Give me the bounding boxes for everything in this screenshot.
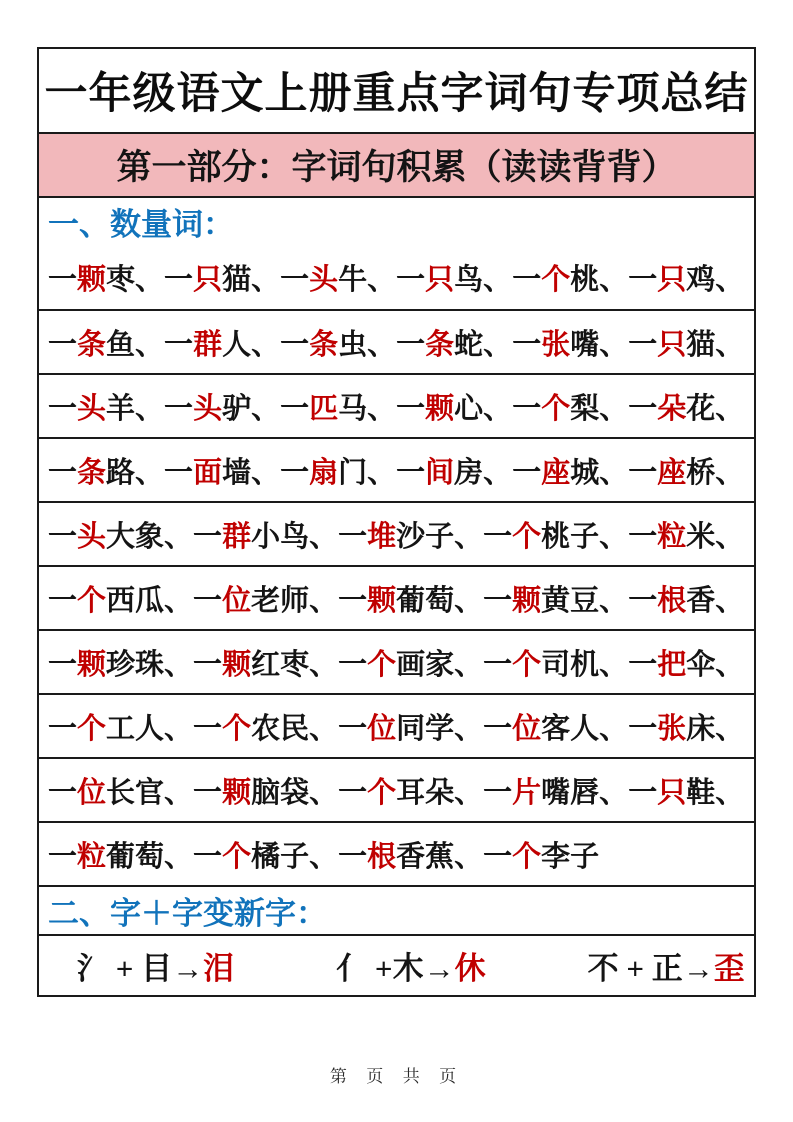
measure-word-row [39,373,754,437]
numeral-text: 一 [193,520,223,553]
noun-text: 桥、 [686,456,745,489]
noun-text: 农民、 [251,712,339,745]
measure-word-highlight: 个 [367,776,397,809]
noun-text: 梨、 [570,392,629,425]
section1-heading-row [39,196,754,245]
noun-text: 沙子、 [396,520,484,553]
numeral-text: 一 [628,520,658,553]
numeral-text: 一 [338,648,368,681]
measure-word-highlight: 匹 [309,392,339,425]
noun-text: 长官、 [106,776,194,809]
noun-text: 鸟、 [454,263,513,296]
noun-text: 伞、 [686,648,745,681]
measure-word-row [39,437,754,501]
page-footer: 第 页 共 页 [329,1067,464,1087]
noun-text: 桃、 [570,263,629,296]
measure-word-highlight: 颗 [367,584,397,617]
measure-word-highlight: 粒 [77,840,107,873]
numeral-text: 一 [628,712,658,745]
numeral-text: 一 [628,584,658,617]
measure-word-highlight: 个 [77,712,107,745]
measure-word-highlight: 位 [77,776,107,809]
noun-text: 画家、 [396,648,484,681]
numeral-text: 一 [193,840,223,873]
measure-word-highlight: 颗 [512,584,542,617]
measure-word-highlight: 个 [512,648,542,681]
numeral-text: 一 [512,456,542,489]
numeral-text: 一 [483,584,513,617]
numeral-text: 一 [338,776,368,809]
noun-text: 心、 [454,392,513,425]
noun-text: 红枣、 [251,648,339,681]
noun-text: 猫、 [686,328,745,361]
noun-text: 耳朵、 [396,776,484,809]
measure-word-highlight: 只 [425,263,455,296]
combo-result-highlight: 歪 [713,951,745,986]
noun-text: 葡萄、 [106,840,194,873]
noun-text: 葡萄、 [396,584,484,617]
measure-word-highlight: 头 [77,392,107,425]
noun-text: 李子 [541,840,600,873]
numeral-text: 一 [48,712,78,745]
noun-text: 同学、 [396,712,484,745]
measure-word-highlight: 粒 [657,520,687,553]
measure-word-rows [39,245,754,885]
noun-text: 黄豆、 [541,584,629,617]
numeral-text: 一 [193,584,223,617]
noun-text: 司机、 [541,648,629,681]
measure-word-highlight: 座 [541,456,571,489]
noun-text: 客人、 [541,712,629,745]
measure-word-highlight: 片 [512,776,542,809]
measure-word-highlight: 位 [512,712,542,745]
measure-word-row [39,309,754,373]
noun-text: 床、 [686,712,745,745]
noun-text: 嘴、 [570,328,629,361]
measure-word-highlight: 位 [367,712,397,745]
numeral-text: 一 [48,263,78,296]
character-combo [77,943,234,988]
measure-word-row [39,693,754,757]
numeral-text: 一 [628,328,658,361]
character-combo-row [39,934,754,995]
measure-word-highlight: 位 [222,584,252,617]
measure-word-highlight: 条 [77,328,107,361]
noun-text: 虫、 [338,328,397,361]
measure-word-highlight: 条 [425,328,455,361]
measure-word-highlight: 颗 [425,392,455,425]
measure-word-highlight: 头 [193,392,223,425]
noun-text: 珍珠、 [106,648,194,681]
title-row [39,49,754,132]
measure-word-row [39,501,754,565]
numeral-text: 一 [280,328,310,361]
numeral-text: 一 [512,392,542,425]
numeral-text: 一 [512,328,542,361]
measure-word-highlight: 个 [512,520,542,553]
noun-text: 驴、 [222,392,281,425]
measure-word-highlight: 座 [657,456,687,489]
noun-text: 橘子、 [251,840,339,873]
measure-word-highlight: 面 [193,456,223,489]
numeral-text: 一 [338,520,368,553]
numeral-text: 一 [193,776,223,809]
noun-text: 猫、 [222,263,281,296]
numeral-text: 一 [280,392,310,425]
measure-word-highlight: 张 [541,328,571,361]
numeral-text: 一 [48,584,78,617]
numeral-text: 一 [483,520,513,553]
combo-expression: 亻 +木→ [336,951,455,986]
noun-text: 墙、 [222,456,281,489]
worksheet-table [37,47,756,997]
numeral-text: 一 [338,712,368,745]
measure-word-highlight: 个 [222,840,252,873]
measure-word-row [39,245,754,309]
numeral-text: 一 [48,648,78,681]
part-banner-text: 第一部分：字词句积累（读读背背） [116,148,677,187]
measure-word-highlight: 间 [425,456,455,489]
numeral-text: 一 [396,392,426,425]
numeral-text: 一 [396,456,426,489]
noun-text: 城、 [570,456,629,489]
numeral-text: 一 [48,392,78,425]
combo-result-highlight: 泪 [203,951,235,986]
noun-text: 鸡、 [686,263,745,296]
numeral-text: 一 [483,840,513,873]
measure-word-highlight: 个 [367,648,397,681]
numeral-text: 一 [628,392,658,425]
measure-word-highlight: 条 [309,328,339,361]
section2-heading-row [39,885,754,934]
noun-text: 大象、 [106,520,194,553]
measure-word-row [39,629,754,693]
combo-expression: 氵 + 目→ [77,951,204,986]
measure-word-highlight: 个 [512,840,542,873]
numeral-text: 一 [48,840,78,873]
part-banner [39,132,754,196]
numeral-text: 一 [48,328,78,361]
measure-word-highlight: 把 [657,648,687,681]
measure-word-highlight: 朵 [657,392,687,425]
section2-heading: 二、字＋字变新字： [48,896,327,931]
character-combo [336,943,485,988]
noun-text: 小鸟、 [251,520,339,553]
measure-word-highlight: 只 [657,263,687,296]
numeral-text: 一 [280,263,310,296]
noun-text: 香、 [686,584,745,617]
noun-text: 枣、 [106,263,165,296]
numeral-text: 一 [164,263,194,296]
noun-text: 蛇、 [454,328,513,361]
numeral-text: 一 [628,776,658,809]
noun-text: 马、 [338,392,397,425]
combo-expression: 不 + 正→ [587,951,714,986]
noun-text: 脑袋、 [251,776,339,809]
noun-text: 老师、 [251,584,339,617]
measure-word-row [39,565,754,629]
numeral-text: 一 [164,328,194,361]
numeral-text: 一 [164,392,194,425]
measure-word-highlight: 颗 [77,263,107,296]
numeral-text: 一 [396,328,426,361]
numeral-text: 一 [483,648,513,681]
measure-word-highlight: 个 [541,392,571,425]
measure-word-highlight: 颗 [222,648,252,681]
noun-text: 鱼、 [106,328,165,361]
numeral-text: 一 [628,263,658,296]
measure-word-row [39,821,754,885]
numeral-text: 一 [338,584,368,617]
numeral-text: 一 [48,776,78,809]
noun-text: 门、 [338,456,397,489]
measure-word-highlight: 群 [222,520,252,553]
numeral-text: 一 [628,456,658,489]
noun-text: 羊、 [106,392,165,425]
measure-word-highlight: 个 [222,712,252,745]
noun-text: 桃子、 [541,520,629,553]
numeral-text: 一 [483,776,513,809]
measure-word-highlight: 根 [367,840,397,873]
measure-word-highlight: 群 [193,328,223,361]
measure-word-highlight: 只 [657,328,687,361]
measure-word-highlight: 颗 [222,776,252,809]
numeral-text: 一 [396,263,426,296]
numeral-text: 一 [483,712,513,745]
numeral-text: 一 [280,456,310,489]
measure-word-highlight: 张 [657,712,687,745]
numeral-text: 一 [193,712,223,745]
measure-word-highlight: 扇 [309,456,339,489]
noun-text: 人、 [222,328,281,361]
measure-word-highlight: 个 [77,584,107,617]
page-title: 一年级语文上册重点字词句专项总结 [44,71,749,118]
noun-text: 房、 [454,456,513,489]
measure-word-highlight: 根 [657,584,687,617]
noun-text: 米、 [686,520,745,553]
noun-text: 香蕉、 [396,840,484,873]
measure-word-row [39,757,754,821]
character-combo [588,943,745,988]
measure-word-highlight: 条 [77,456,107,489]
noun-text: 路、 [106,456,165,489]
measure-word-highlight: 颗 [77,648,107,681]
numeral-text: 一 [512,263,542,296]
noun-text: 嘴唇、 [541,776,629,809]
noun-text: 花、 [686,392,745,425]
combo-result-highlight: 休 [454,951,486,986]
section1-heading: 一、数量词： [48,207,234,242]
measure-word-highlight: 堆 [367,520,397,553]
numeral-text: 一 [193,648,223,681]
numeral-text: 一 [338,840,368,873]
noun-text: 牛、 [338,263,397,296]
measure-word-highlight: 头 [77,520,107,553]
numeral-text: 一 [628,648,658,681]
measure-word-highlight: 只 [193,263,223,296]
noun-text: 西瓜、 [106,584,194,617]
measure-word-highlight: 头 [309,263,339,296]
measure-word-highlight: 个 [541,263,571,296]
numeral-text: 一 [48,456,78,489]
numeral-text: 一 [164,456,194,489]
numeral-text: 一 [48,520,78,553]
noun-text: 工人、 [106,712,194,745]
measure-word-highlight: 只 [657,776,687,809]
noun-text: 鞋、 [686,776,745,809]
